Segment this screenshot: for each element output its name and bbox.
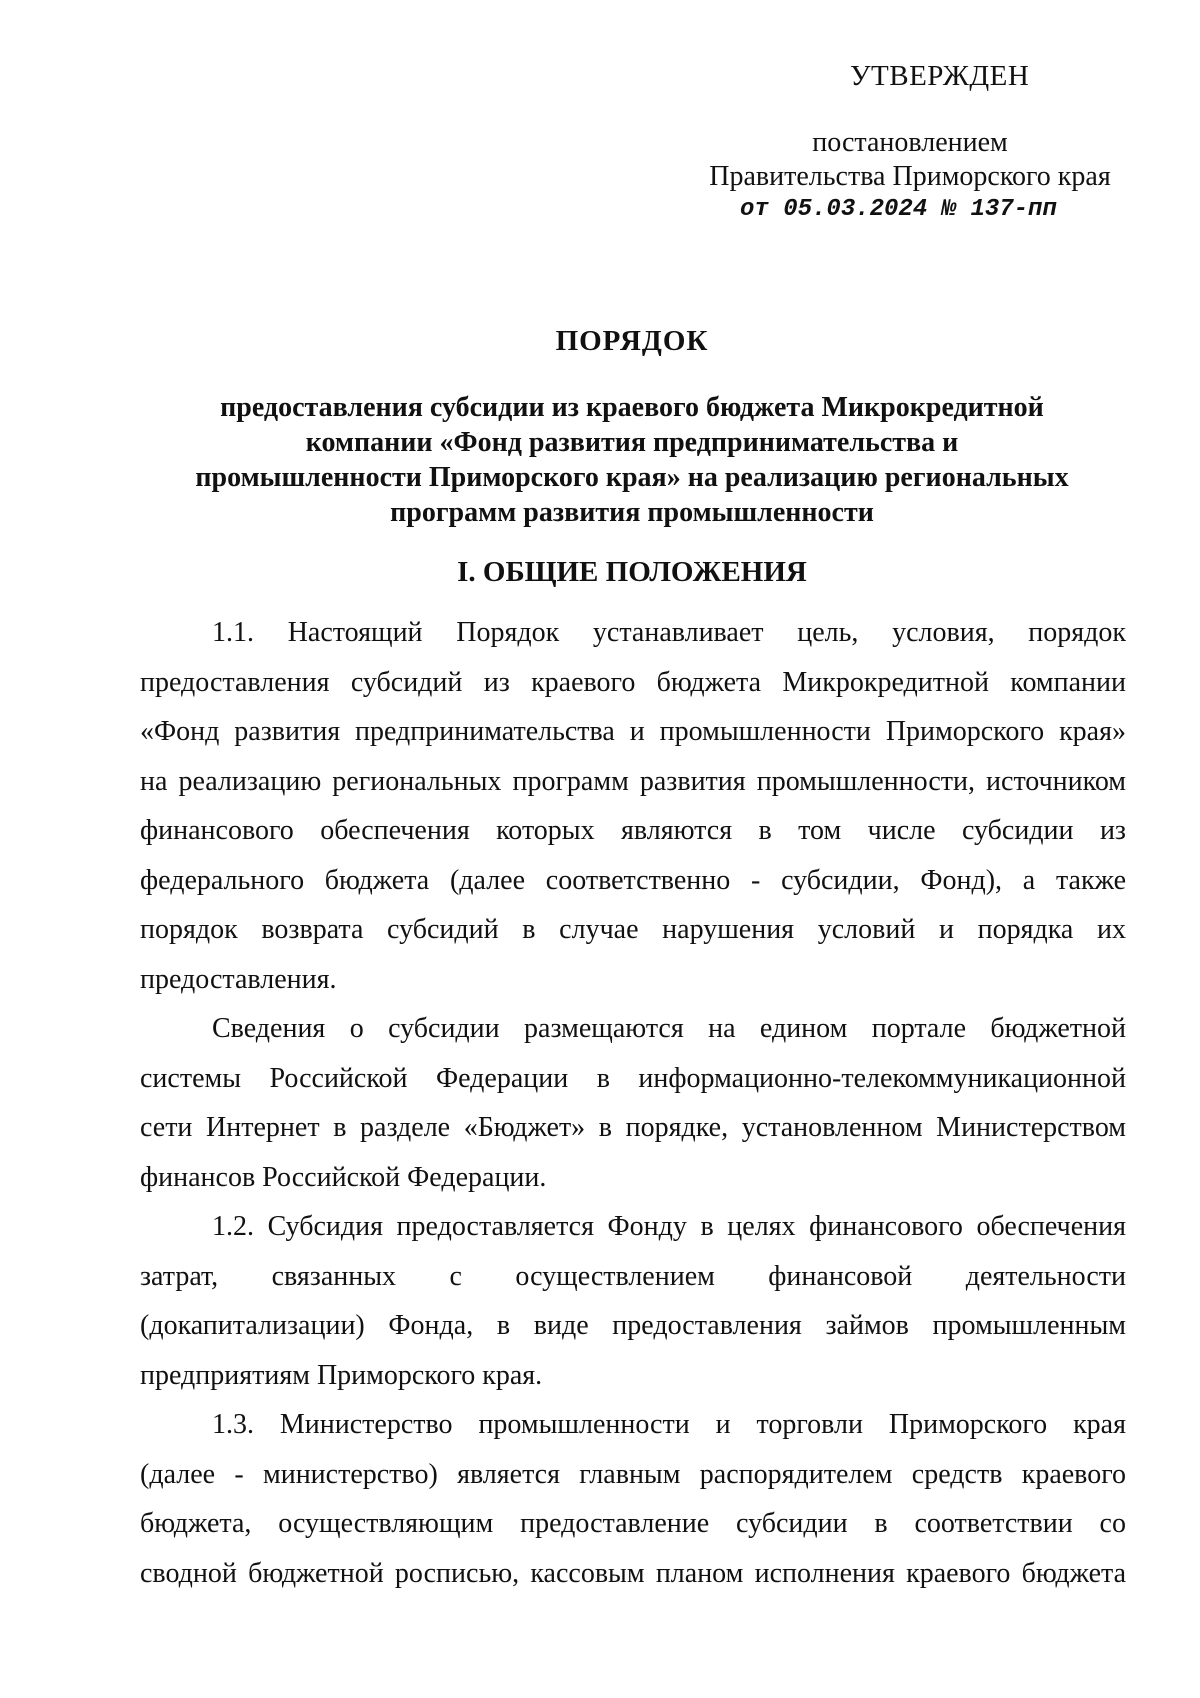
body-line: порядок возврата субсидий в случае нарушения условий и порядка их bbox=[140, 914, 1126, 945]
section-title: I. ОБЩИЕ ПОЛОЖЕНИЯ bbox=[457, 556, 807, 588]
body-line: (докапитализации) Фонда, в виде предоставления займов промышленным bbox=[140, 1310, 1126, 1341]
body-line: 1.2. Субсидия предоставляется Фонду в целях финансового обеспечения bbox=[212, 1211, 1126, 1242]
subtitle-line: компании «Фонд развития предпринимательства и bbox=[305, 427, 959, 458]
body-line: сети Интернет в разделе «Бюджет» в порядке, установленном Министерством bbox=[140, 1112, 1126, 1143]
body-line: системы Российской Федерации в информационно-телекоммуникационной bbox=[140, 1062, 1126, 1094]
approval-line: постановлением bbox=[812, 127, 1008, 158]
body-line: «Фонд развития предпринимательства и промышленности Приморского края» bbox=[140, 716, 1126, 747]
document-subtitle bbox=[140, 390, 1124, 530]
document-body bbox=[140, 608, 1126, 1598]
body-line: предприятиям Приморского края. bbox=[140, 1359, 543, 1391]
approval-block bbox=[700, 126, 1120, 194]
body-line: финансового обеспечения которых являются в том числе субсидии из bbox=[140, 815, 1126, 846]
body-line: на реализацию региональных программ развития промышленности, источником bbox=[140, 765, 1126, 797]
body-line: 1.3. Министерство промышленности и торговли Приморского края bbox=[212, 1409, 1126, 1440]
body-line: предоставления субсидий из краевого бюджета Микрокредитной компании bbox=[140, 666, 1126, 698]
body-line: бюджета, осуществляющим предоставление субсидии в соответствии со bbox=[140, 1508, 1126, 1539]
subtitle-line: промышленности Приморского края» на реализацию региональных bbox=[195, 462, 1069, 493]
approval-date: от 05.03.2024 № 137-пп bbox=[740, 196, 1057, 223]
body-line: федерального бюджета (далее соответственно - субсидии, Фонд), а также bbox=[140, 864, 1126, 896]
body-line: Сведения о субсидии размещаются на едином портале бюджетной bbox=[212, 1013, 1126, 1044]
body-line: 1.1. Настоящий Порядок устанавливает цель, условия, порядок bbox=[212, 617, 1126, 648]
body-line: финансов Российской Федерации. bbox=[140, 1161, 547, 1193]
subtitle-line: программ развития промышленности bbox=[390, 497, 874, 528]
body-line: затрат, связанных с осуществлением финансовой деятельности bbox=[140, 1260, 1126, 1292]
approval-heading: УТВЕРЖДЕН bbox=[850, 60, 1030, 92]
body-line: предоставления. bbox=[140, 963, 337, 995]
body-line: (далее - министерство) является главным распорядителем средств краевого bbox=[140, 1458, 1126, 1490]
document-title: ПОРЯДОК bbox=[555, 325, 709, 357]
body-line: сводной бюджетной росписью, кассовым планом исполнения краевого бюджета bbox=[140, 1557, 1126, 1589]
subtitle-line: предоставления субсидии из краевого бюджета Микрокредитной bbox=[220, 392, 1044, 423]
approval-line: Правительства Приморского края bbox=[709, 161, 1111, 192]
